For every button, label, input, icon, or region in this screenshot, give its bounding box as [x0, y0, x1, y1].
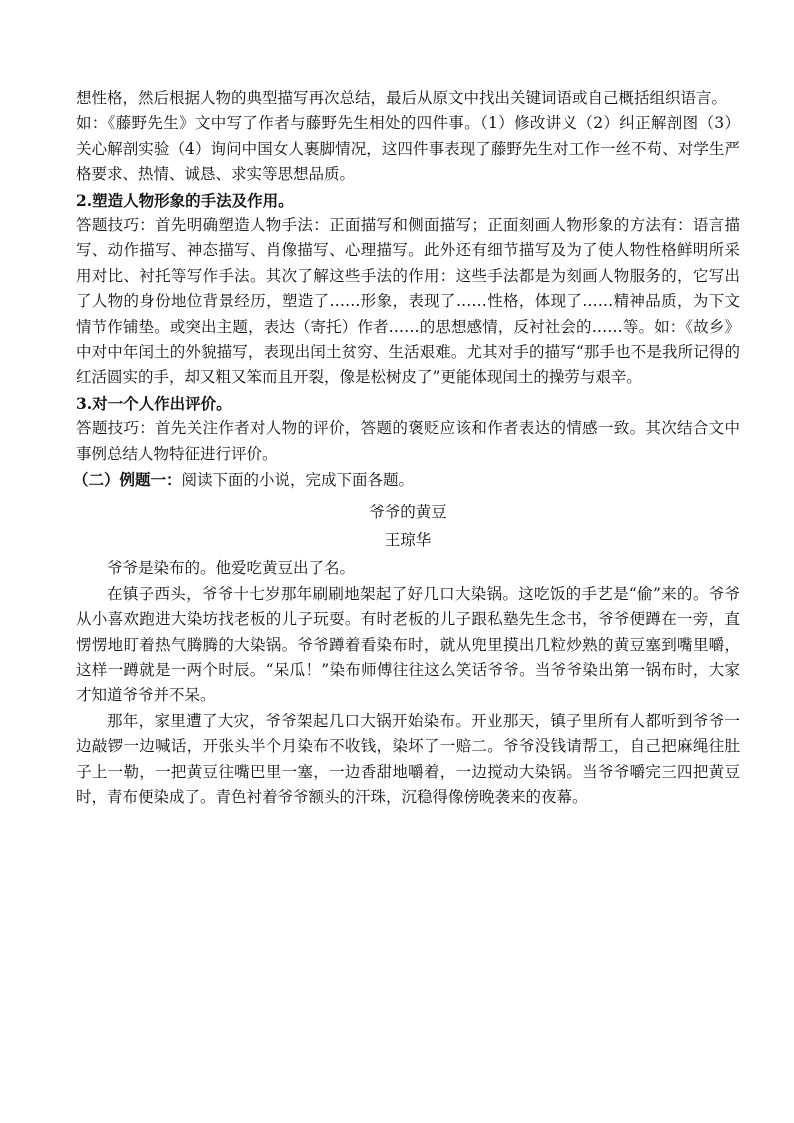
section-3-body: 答题技巧：首先关注作者对人物的评价，答题的褒贬应该和作者表达的情感一致。其次结合文中事例总结人物特征进行评价。 — [76, 419, 740, 463]
story-paragraph-3: 那年，家里遭了大灾，爷爷架起几口大锅开始染布。开业那天，镇子里所有人都听到爷爷一边敲锣一边喊话，开张头半个月染布不收钱，染坏了一赔二。爷爷没钱请帮工，自己把麻绳往肚子上一勒，一把黄豆往嘴巴里一塞，一边香甜地嚼着，一边搅动大染锅。当爷爷嚼完三四把黄豆时，青布便染成了。青色衬着爷爷额头的汗珠，沉稳得像傍晚袭来的夜幕。 — [76, 711, 740, 806]
intro-paragraph-1: 想性格，然后根据人物的典型描写再次总结，最后从原文中找出关键词语或自己概括组织语言。 — [76, 89, 728, 107]
section-2-body: 答题技巧：首先明确塑造人物手法：正面描写和侧面描写；正面刻画人物形象的方法有：语言描写、动作描写、神态描写、肖像描写、心理描写。此外还有细节描写及为了使人物性格鲜明所采用对比、衬托等写作手法。其次了解这些手法的作用：这些手法都是为刻画人物服务的，它写出了人物的身份地位背景经历，塑造了……形象，表现了……性格，体现了……精神品质，为下文情节作铺垫。或突出主题，表达（寄托）作者……的思想感情，反衬社会的……等。如：《故乡》中对中年闰土的外貌描写，表现出闰土贫穷、生活艰难。尤其对手的描写“那手也不是我所记得的红活圆实的手，却又粗又笨而且开裂，像是松树皮了”更能体现闰土的操劳与艰辛。 — [76, 216, 740, 387]
document-content — [73, 86, 740, 810]
story-author: 王琼华 — [384, 530, 432, 549]
story-paragraph-1: 爷爷是染布的。他爱吃黄豆出了名。 — [107, 559, 356, 578]
example-instruction: 阅读下面的小说，完成下面各题。 — [181, 471, 415, 490]
example-label: （二）例题一： — [73, 470, 182, 490]
story-paragraph-2: 在镇子西头，爷爷十七岁那年刷刷地架起了好几口大染锅。这吃饭的手艺是“偷”来的。爷爷从小喜欢跑进大染坊找老板的儿子玩耍。有时老板的儿子跟私塾先生念书，爷爷便蹲在一旁，直愣愣地盯着热气腾腾的大染锅。爷爷蹲着看染布时，就从兜里摸出几粒炒熟的黄豆塞到嘴里嚼，这样一蹲就是一两个时辰。“呆瓜！”染布师傅往往这么笑话爷爷。当爷爷染出第一锅布时，大家才知道爷爷并不呆。 — [76, 584, 740, 705]
section-2-heading: 2.塑造人物形象的手法及作用。 — [76, 190, 294, 210]
intro-paragraph-2: 如：《藤野先生》文中写了作者与藤野先生相处的四件事。（1）修改讲义（2）纠正解剖图（3）关心解剖实验（4）询问中国女人裹脚情况，这四件事表现了藤野先生对工作一丝不苟、对学生严格要求、热情、诚恳、求实等思想品质。 — [76, 114, 740, 184]
example-line — [73, 467, 740, 493]
story-title: 爷爷的黄豆 — [369, 502, 447, 521]
section-3-heading: 3.对一个人作出评价。 — [76, 393, 232, 413]
